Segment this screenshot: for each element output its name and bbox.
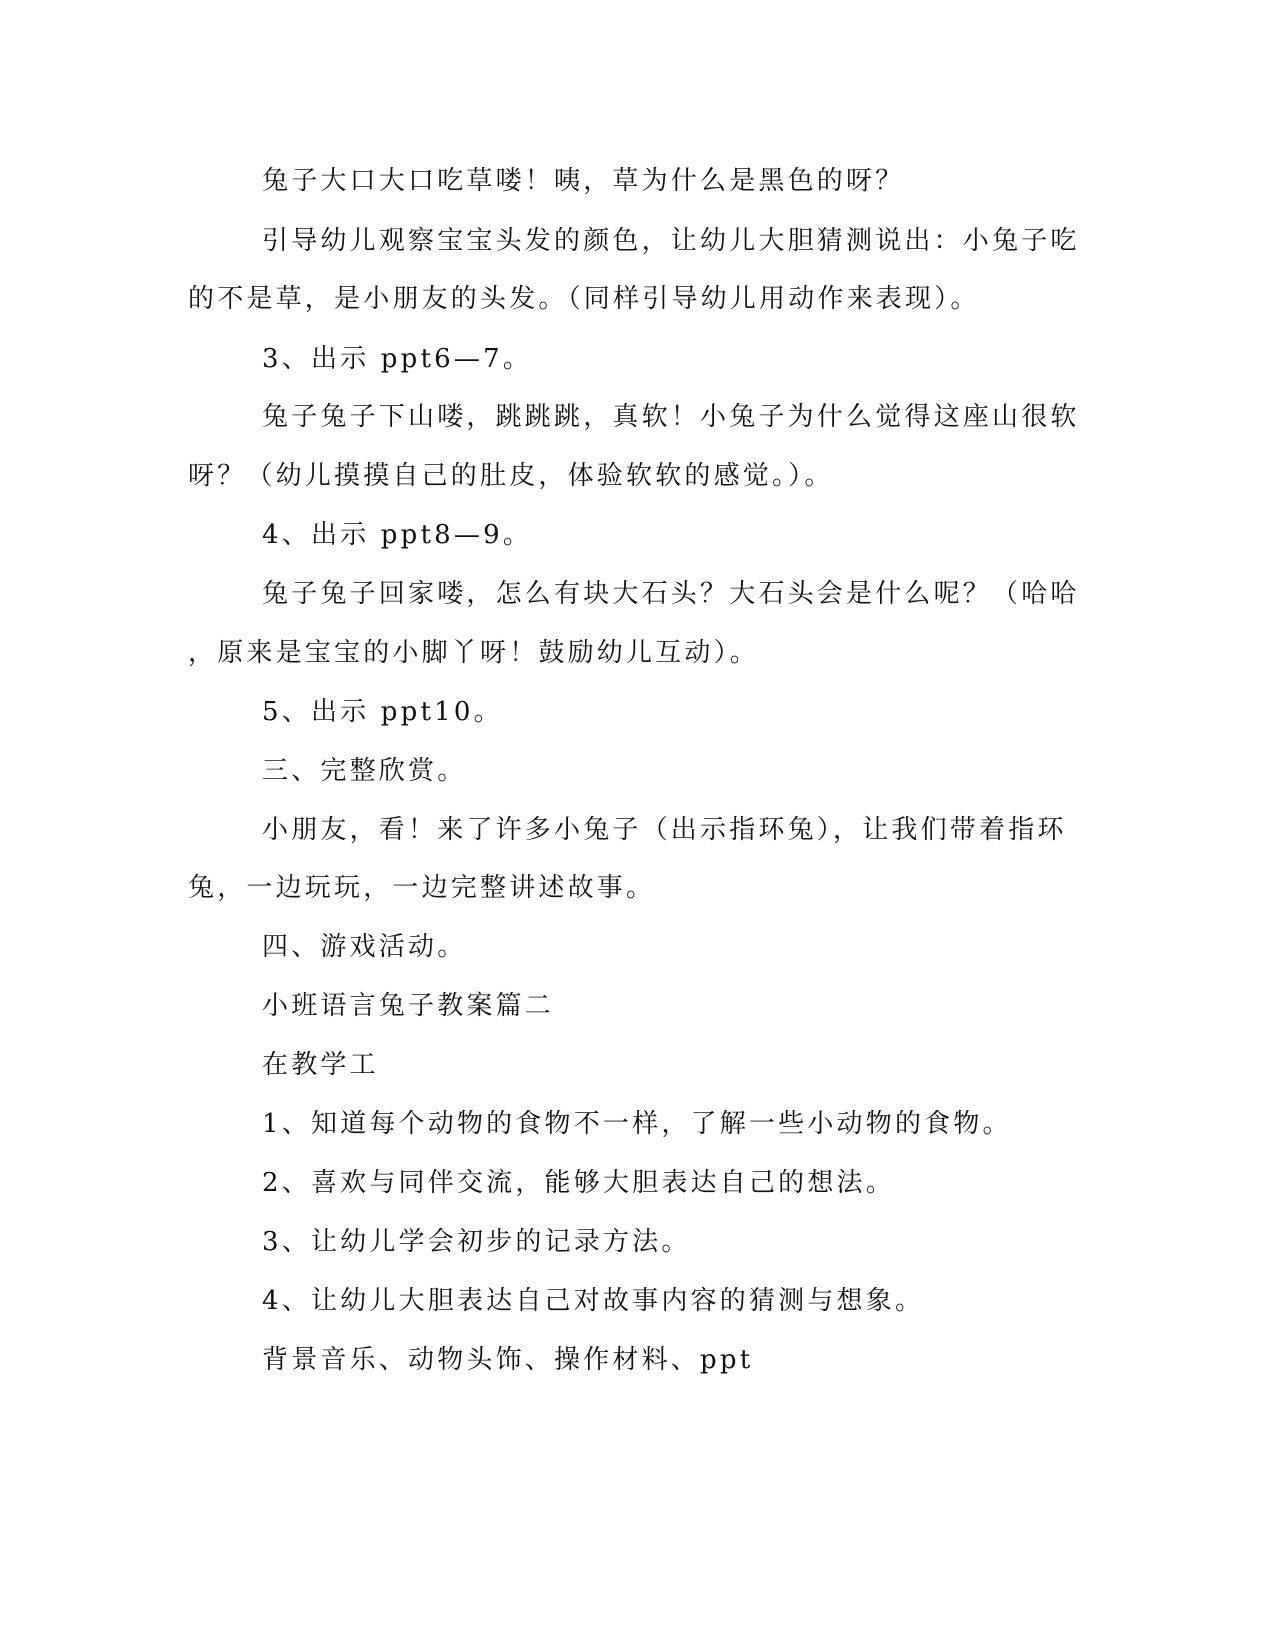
- section-step: 5、出示 ppt10。: [262, 697, 503, 727]
- paragraph-line: ，原来是宝宝的小脚丫呀！鼓励幼儿互动）。: [188, 638, 760, 668]
- materials-line: 背景音乐、动物头饰、操作材料、ppt: [262, 1345, 754, 1375]
- paragraph-line: 的不是草，是小朋友的头发。（同样引导幼儿用动作来表现）。: [188, 284, 980, 314]
- section-step: 3、出示 ppt6—7。: [262, 344, 533, 374]
- paragraph-line: 呀？（幼儿摸摸自己的肚皮，体验软软的感觉。）。: [188, 461, 834, 491]
- objective-item: 3、让幼儿学会初步的记录方法。: [262, 1227, 691, 1257]
- objective-item: 1、知道每个动物的食物不一样，了解一些小动物的食物。: [262, 1109, 1012, 1139]
- paragraph-line: 在教学工: [262, 1050, 379, 1080]
- section-step: 4、出示 ppt8—9。: [262, 520, 533, 550]
- article-title: 小班语言兔子教案篇二: [262, 991, 555, 1021]
- paragraph-line: 小朋友，看！来了许多小兔子（出示指环兔），让我们带着指环: [262, 815, 1067, 845]
- paragraph-line: 兔子兔子下山喽，跳跳跳，真软！小兔子为什么觉得这座山很软: [262, 402, 1080, 432]
- objective-item: 4、让幼儿大胆表达自己对故事内容的猜测与想象。: [262, 1286, 925, 1316]
- paragraph-line: 兔，一边玩玩，一边完整讲述故事。: [188, 873, 656, 903]
- paragraph-line: 兔子大口大口吃草喽！咦，草为什么是黑色的呀？: [262, 166, 905, 196]
- section-heading: 三、完整欣赏。: [262, 756, 467, 786]
- section-heading: 四、游戏活动。: [262, 932, 467, 962]
- objective-item: 2、喜欢与同伴交流，能够大胆表达自己的想法。: [262, 1168, 895, 1198]
- paragraph-line: 引导幼儿观察宝宝头发的颜色，让幼儿大胆猜测说出：小兔子吃: [262, 226, 1080, 256]
- paragraph-line: 兔子兔子回家喽，怎么有块大石头？大石头会是什么呢？（哈哈: [262, 579, 1080, 609]
